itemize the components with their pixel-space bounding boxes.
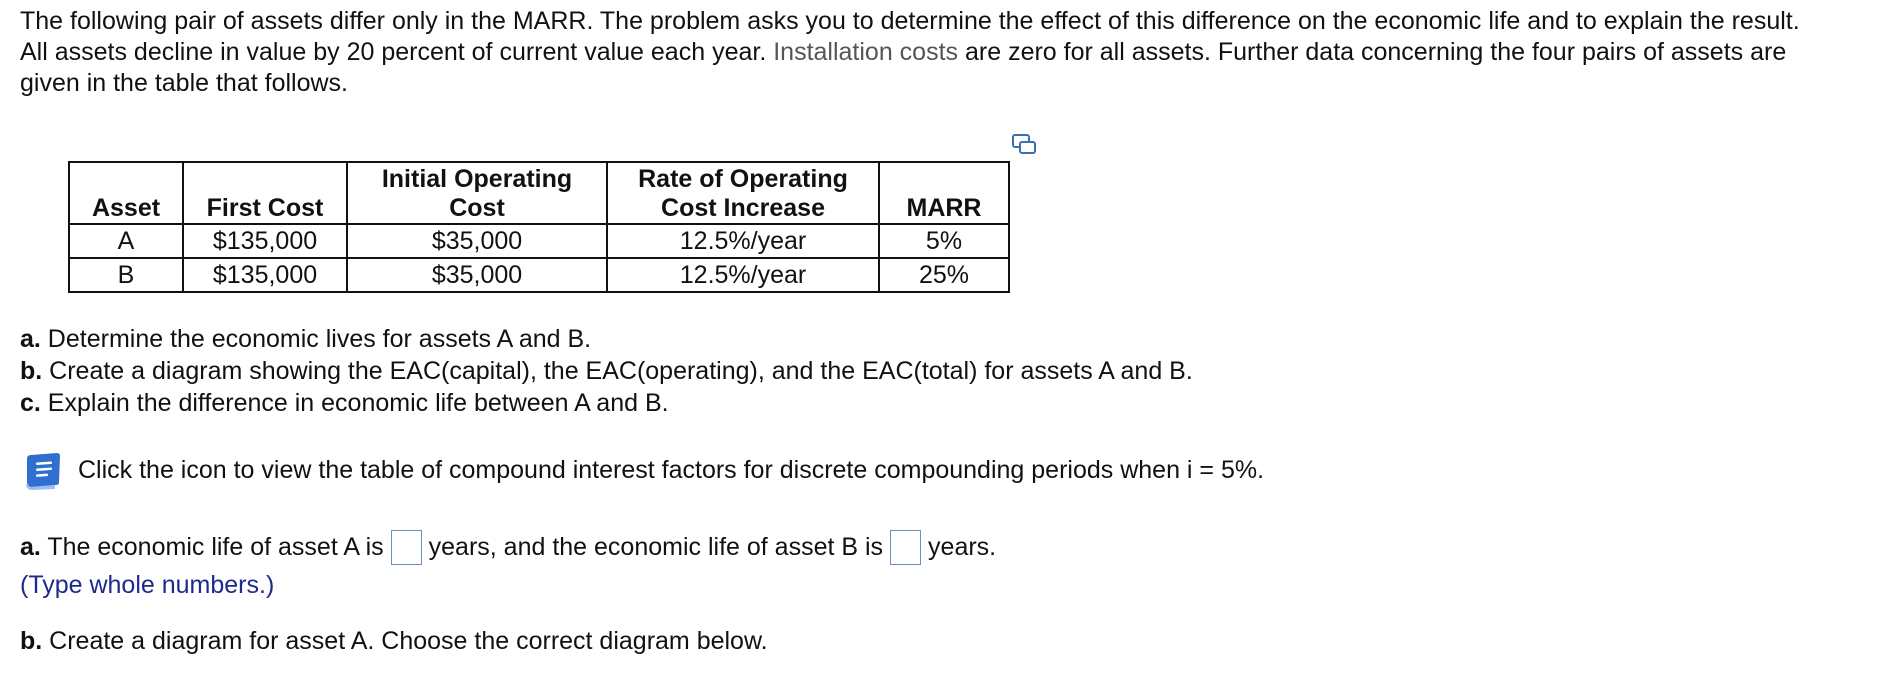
header-initial-operating-line-1: Initial Operating xyxy=(381,165,573,193)
question-b-text: Create a diagram showing the EAC(capital), the EAC(operating), and the EAC(total) for assets A and B. xyxy=(42,357,1193,385)
header-first-cost: First Cost xyxy=(183,162,347,224)
intro-line-2-after: are zero for all assets. Further data concerning the four pairs of assets are xyxy=(958,38,1787,66)
question-a-letter: a. xyxy=(20,325,41,353)
table-row xyxy=(69,258,1009,292)
table-row xyxy=(69,224,1009,258)
question-c-letter: c. xyxy=(20,389,41,417)
cell-rate: 12.5%/year xyxy=(607,224,879,258)
intro-line-2 xyxy=(20,37,1800,68)
question-list xyxy=(20,324,1193,420)
cell-rate: 12.5%/year xyxy=(607,258,879,292)
part-b-prompt xyxy=(20,626,768,657)
part-b-text: Create a diagram for asset A. Choose the correct diagram below. xyxy=(42,627,768,655)
header-rate-line-2: Cost Increase xyxy=(661,194,825,222)
cell-marr: 5% xyxy=(879,224,1009,258)
type-whole-numbers-hint: (Type whole numbers.) xyxy=(20,571,275,599)
cell-marr: 25% xyxy=(879,258,1009,292)
part-b-letter: b. xyxy=(20,627,43,655)
table-header-row xyxy=(69,162,1009,224)
installation-costs-link[interactable]: Installation costs xyxy=(773,38,959,66)
economic-life-a-input[interactable] xyxy=(391,530,422,565)
cell-asset: A xyxy=(69,224,183,258)
intro-line-2-before: All assets decline in value by 20 percent of current value each year. xyxy=(20,38,774,66)
cell-asset: B xyxy=(69,258,183,292)
header-asset: Asset xyxy=(69,162,183,224)
header-initial-operating-cost xyxy=(347,162,607,224)
intro-paragraph xyxy=(20,6,1800,99)
economic-life-b-input[interactable] xyxy=(890,530,921,565)
question-b xyxy=(20,356,1193,388)
header-rate-line-1: Rate of Operating xyxy=(638,165,848,193)
question-c xyxy=(20,388,1193,420)
cell-initial-operating-cost: $35,000 xyxy=(347,224,607,258)
header-rate-of-operating-cost-increase xyxy=(607,162,879,224)
question-a xyxy=(20,324,1193,356)
copy-table-icon[interactable] xyxy=(1011,132,1037,156)
answer-a-letter: a. xyxy=(20,533,41,561)
answer-a-text-3: years. xyxy=(928,533,997,561)
interest-table-reference-text: Click the icon to view the table of compound interest factors for discrete compounding periods when i = 5%. xyxy=(78,456,1265,484)
intro-line-1: The following pair of assets differ only in the MARR. The problem asks you to determine the effect of this difference on the economic life and to explain the result. xyxy=(20,7,1800,35)
answer-a-text-1: The economic life of asset A is xyxy=(40,533,384,561)
asset-data-table xyxy=(68,161,1010,293)
header-initial-operating-line-2: Cost xyxy=(449,194,505,222)
question-a-text: Determine the economic lives for assets A and B. xyxy=(40,325,592,353)
intro-line-3: given in the table that follows. xyxy=(20,69,348,97)
question-c-text: Explain the difference in economic life between A and B. xyxy=(40,389,669,417)
cell-first-cost: $135,000 xyxy=(183,224,347,258)
answer-a-text-2: years, and the economic life of asset B is xyxy=(428,533,884,561)
cell-first-cost: $135,000 xyxy=(183,258,347,292)
book-icon[interactable] xyxy=(22,450,64,492)
header-marr: MARR xyxy=(879,162,1009,224)
answer-part-a xyxy=(20,530,996,565)
cell-initial-operating-cost: $35,000 xyxy=(347,258,607,292)
question-b-letter: b. xyxy=(20,357,43,385)
